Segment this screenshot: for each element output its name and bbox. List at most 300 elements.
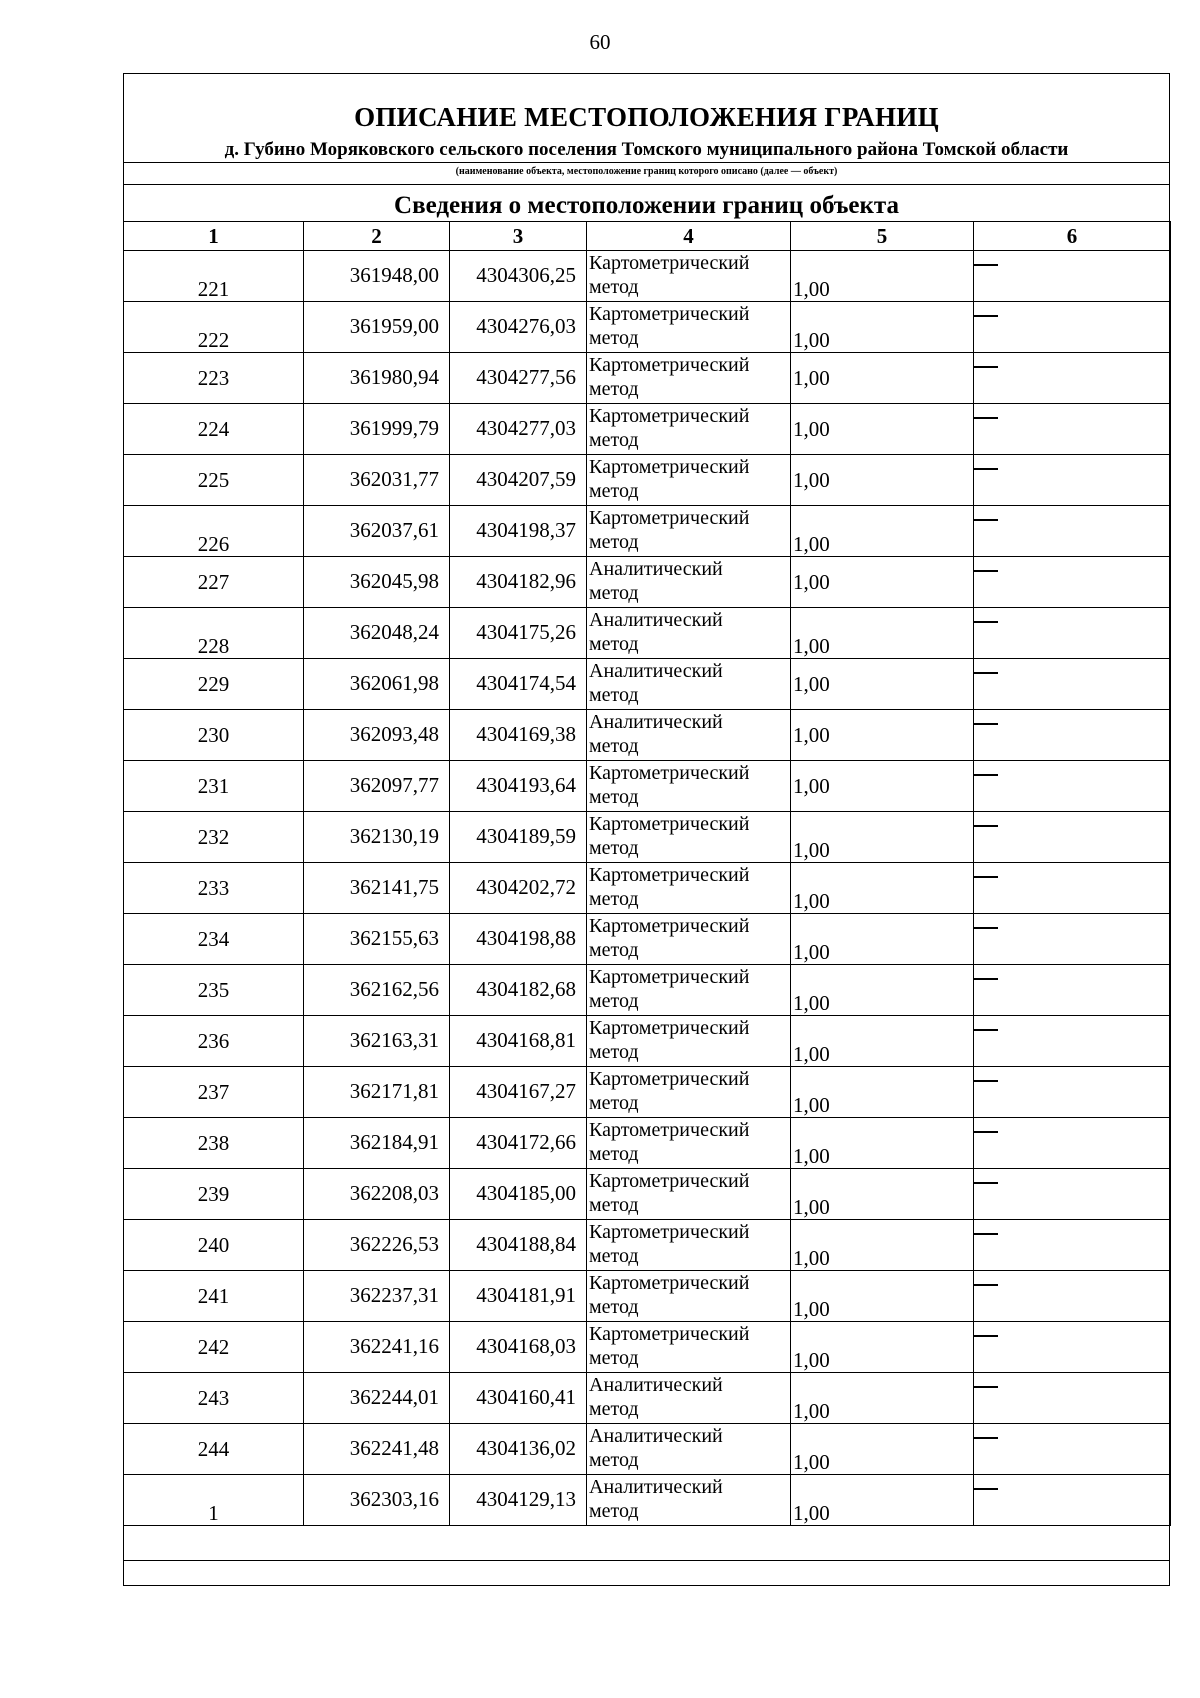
method-text [589,506,749,554]
x-cell [304,608,450,659]
x-coordinate: 361980,94 [349,365,439,389]
x-cell [304,302,450,353]
y-cell [450,1424,587,1475]
accuracy-value: 1,00 [793,1399,830,1423]
x-coordinate: 362163,31 [349,1028,439,1052]
method-line: Картометрический [589,1068,750,1090]
y-coordinate: 4304277,03 [476,416,576,440]
method-cell [587,506,791,557]
empty-dash [974,1437,998,1439]
method-text [589,404,749,452]
method-line: метод [589,633,639,655]
table-bottom-line [124,1560,1169,1561]
table-row [124,1271,1171,1322]
method-line: Картометрический [589,1272,750,1294]
x-cell [304,251,450,302]
accuracy-value: 1,00 [793,1144,830,1168]
method-text [589,302,749,350]
table-row [124,659,1171,710]
method-line: Картометрический [589,864,750,886]
x-coordinate: 362244,01 [349,1385,439,1409]
point-number: 241 [197,1284,230,1308]
table-row [124,1169,1171,1220]
x-cell [304,863,450,914]
table-row [124,302,1171,353]
method-text [589,353,749,401]
x-cell [304,404,450,455]
accuracy-cell [791,1322,974,1373]
method-line: метод [589,378,639,400]
x-cell [304,1373,450,1424]
table-row [124,608,1171,659]
table-row [124,863,1171,914]
y-coordinate: 4304189,59 [476,824,576,848]
method-line: метод [589,1194,639,1216]
y-coordinate: 4304174,54 [476,671,576,695]
method-text [589,1067,749,1115]
x-coordinate: 362048,24 [349,620,439,644]
accuracy-value: 1,00 [793,889,830,913]
empty-dash [974,468,998,470]
accuracy-cell [791,1220,974,1271]
accuracy-cell [791,1067,974,1118]
accuracy-cell [791,251,974,302]
point-number-cell [124,455,304,506]
description-cell [974,812,1171,863]
x-cell [304,965,450,1016]
y-cell [450,914,587,965]
description-cell [974,1220,1171,1271]
point-number: 239 [197,1182,230,1206]
method-line: Картометрический [589,507,750,529]
accuracy-cell [791,914,974,965]
y-coordinate: 4304160,41 [476,1385,576,1409]
y-coordinate: 4304172,66 [476,1130,576,1154]
y-coordinate: 4304175,26 [476,620,576,644]
method-text [589,863,749,911]
table-row [124,1322,1171,1373]
accuracy-cell [791,455,974,506]
point-number: 231 [197,774,230,798]
method-cell [587,965,791,1016]
x-coordinate: 362141,75 [349,875,439,899]
point-number: 232 [197,825,230,849]
point-number: 224 [197,417,230,441]
empty-dash [974,1080,998,1082]
empty-dash [974,774,998,776]
method-cell [587,1424,791,1475]
accuracy-value: 1,00 [793,570,830,594]
x-cell [304,455,450,506]
method-cell [587,659,791,710]
y-cell [450,251,587,302]
method-line: Картометрический [589,1170,750,1192]
x-coordinate: 362037,61 [349,518,439,542]
empty-dash [974,1335,998,1337]
table-row [124,1373,1171,1424]
accuracy-value: 1,00 [793,1501,830,1525]
y-cell [450,710,587,761]
accuracy-value: 1,00 [793,634,830,658]
column-header: 1 [124,222,304,251]
accuracy-cell [791,557,974,608]
accuracy-cell [791,506,974,557]
y-cell [450,1016,587,1067]
accuracy-cell [791,1118,974,1169]
table-row [124,506,1171,557]
y-coordinate: 4304202,72 [476,875,576,899]
method-line: метод [589,1143,639,1165]
empty-dash [974,417,998,419]
y-cell [450,812,587,863]
method-text [589,812,749,860]
method-line: Картометрический [589,354,750,376]
column-header: 5 [791,222,974,251]
y-coordinate: 4304168,03 [476,1334,576,1358]
empty-dash [974,978,998,980]
page-number: 60 [589,30,611,54]
y-cell [450,863,587,914]
description-cell [974,1169,1171,1220]
point-number-cell [124,1322,304,1373]
point-number-cell [124,608,304,659]
method-text [589,761,749,809]
point-number: 1 [208,1501,219,1525]
x-cell [304,1475,450,1526]
x-cell [304,914,450,965]
description-cell [974,251,1171,302]
description-cell [974,353,1171,404]
method-line: метод [589,276,639,298]
point-number-cell [124,1424,304,1475]
y-coordinate: 4304277,56 [476,365,576,389]
method-line: метод [589,888,639,910]
accuracy-cell [791,1424,974,1475]
table-row [124,1220,1171,1271]
empty-dash [974,1284,998,1286]
method-text [589,659,723,707]
document-title: ОПИСАНИЕ МЕСТОПОЛОЖЕНИЯ ГРАНИЦ [354,102,939,132]
method-line: Аналитический [589,558,723,580]
method-line: метод [589,990,639,1012]
y-cell [450,557,587,608]
empty-dash [974,315,998,317]
method-text [589,1271,749,1319]
y-coordinate: 4304182,68 [476,977,576,1001]
method-cell [587,251,791,302]
y-cell [450,1169,587,1220]
description-cell [974,1373,1171,1424]
x-coordinate: 362097,77 [349,773,439,797]
table-row [124,404,1171,455]
method-cell [587,455,791,506]
point-number: 222 [197,328,230,352]
point-number-cell [124,1373,304,1424]
point-number: 234 [197,927,230,951]
method-text [589,1322,749,1370]
point-number-cell [124,863,304,914]
accuracy-value: 1,00 [793,774,830,798]
accuracy-cell [791,302,974,353]
method-line: метод [589,1500,639,1522]
description-cell [974,1424,1171,1475]
point-number-cell [124,965,304,1016]
empty-dash [974,1386,998,1388]
method-cell [587,1271,791,1322]
object-note: (наименование объекта, местоположение границ которого описано (далее — объект) [455,166,838,177]
x-coordinate: 362237,31 [349,1283,439,1307]
empty-dash [974,825,998,827]
y-coordinate: 4304129,13 [476,1487,576,1511]
point-number-cell [124,659,304,710]
point-number: 229 [197,672,230,696]
point-number-cell [124,302,304,353]
accuracy-value: 1,00 [793,1246,830,1270]
accuracy-value: 1,00 [793,723,830,747]
x-cell [304,1271,450,1322]
description-cell [974,710,1171,761]
y-cell [450,1322,587,1373]
empty-dash [974,1182,998,1184]
y-coordinate: 4304276,03 [476,314,576,338]
x-cell [304,353,450,404]
x-coordinate: 362241,16 [349,1334,439,1358]
method-line: Картометрический [589,1119,750,1141]
y-cell [450,302,587,353]
point-number: 240 [197,1233,230,1257]
x-coordinate: 361999,79 [349,416,439,440]
method-line: метод [589,1245,639,1267]
method-text [589,1373,723,1421]
method-cell [587,710,791,761]
description-cell [974,965,1171,1016]
y-cell [450,965,587,1016]
method-cell [587,302,791,353]
x-coordinate: 362171,81 [349,1079,439,1103]
y-coordinate: 4304185,00 [476,1181,576,1205]
method-text [589,914,749,962]
method-line: Картометрический [589,1221,750,1243]
method-text [589,1220,749,1268]
method-line: Картометрический [589,252,750,274]
method-line: метод [589,327,639,349]
x-coordinate: 362130,19 [349,824,439,848]
description-cell [974,914,1171,965]
accuracy-cell [791,1169,974,1220]
column-header: 6 [974,222,1171,251]
point-number-cell [124,1220,304,1271]
method-line: метод [589,1449,639,1471]
point-number-cell [124,914,304,965]
divider [124,162,1169,163]
method-cell [587,914,791,965]
x-coordinate: 362208,03 [349,1181,439,1205]
table-row [124,455,1171,506]
method-line: метод [589,939,639,961]
empty-dash [974,876,998,878]
description-cell [974,1067,1171,1118]
method-line: метод [589,1296,639,1318]
accuracy-value: 1,00 [793,991,830,1015]
method-line: Картометрический [589,813,750,835]
method-line: метод [589,1041,639,1063]
y-cell [450,1118,587,1169]
accuracy-value: 1,00 [793,328,830,352]
x-coordinate: 362184,91 [349,1130,439,1154]
description-cell [974,1322,1171,1373]
table-row [124,251,1171,302]
point-number-cell [124,1271,304,1322]
method-line: Картометрический [589,1017,750,1039]
empty-dash [974,366,998,368]
point-number-cell [124,506,304,557]
y-cell [450,761,587,812]
column-header: 2 [304,222,450,251]
y-coordinate: 4304182,96 [476,569,576,593]
point-number-cell [124,404,304,455]
y-cell [450,659,587,710]
x-cell [304,1118,450,1169]
method-line: метод [589,582,639,604]
method-text [589,1016,749,1064]
method-line: Картометрический [589,303,750,325]
accuracy-value: 1,00 [793,366,830,390]
method-line: Аналитический [589,660,723,682]
table-row [124,1067,1171,1118]
description-cell [974,1475,1171,1526]
table-row [124,1016,1171,1067]
empty-dash [974,1131,998,1133]
point-number-cell [124,812,304,863]
table-row [124,761,1171,812]
point-number: 228 [197,634,230,658]
accuracy-cell [791,659,974,710]
x-coordinate: 362045,98 [349,569,439,593]
method-cell [587,1373,791,1424]
method-text [589,557,723,605]
method-line: метод [589,786,639,808]
point-number: 235 [197,978,230,1002]
x-coordinate: 361959,00 [349,314,439,338]
accuracy-value: 1,00 [793,468,830,492]
accuracy-value: 1,00 [793,417,830,441]
x-cell [304,506,450,557]
point-number-cell [124,251,304,302]
method-line: Картометрический [589,966,750,988]
document-frame [123,73,1170,1586]
table-row [124,557,1171,608]
empty-dash [974,1488,998,1490]
y-coordinate: 4304167,27 [476,1079,576,1103]
table-row [124,1475,1171,1526]
y-coordinate: 4304136,02 [476,1436,576,1460]
empty-dash [974,927,998,929]
description-cell [974,863,1171,914]
empty-dash [974,672,998,674]
x-cell [304,812,450,863]
y-coordinate: 4304181,91 [476,1283,576,1307]
table-row [124,812,1171,863]
description-cell [974,302,1171,353]
description-cell [974,1118,1171,1169]
method-cell [587,1169,791,1220]
y-coordinate: 4304169,38 [476,722,576,746]
accuracy-value: 1,00 [793,1195,830,1219]
y-cell [450,1271,587,1322]
point-number: 227 [197,570,230,594]
point-number-cell [124,1016,304,1067]
table-row [124,353,1171,404]
table-row [124,965,1171,1016]
empty-dash [974,570,998,572]
method-cell [587,608,791,659]
accuracy-cell [791,1016,974,1067]
point-number: 223 [197,366,230,390]
accuracy-cell [791,710,974,761]
method-line: Картометрический [589,1323,750,1345]
empty-dash [974,621,998,623]
y-cell [450,1475,587,1526]
description-cell [974,659,1171,710]
description-cell [974,761,1171,812]
point-number: 242 [197,1335,230,1359]
method-cell [587,761,791,812]
x-coordinate: 361948,00 [349,263,439,287]
method-text [589,1169,749,1217]
method-text [589,1118,749,1166]
method-line: метод [589,429,639,451]
point-number: 225 [197,468,230,492]
method-cell [587,1067,791,1118]
point-number: 221 [197,277,230,301]
x-cell [304,1424,450,1475]
coordinates-table [123,221,1171,1526]
method-line: Картометрический [589,915,750,937]
accuracy-value: 1,00 [793,1450,830,1474]
x-cell [304,659,450,710]
accuracy-value: 1,00 [793,1042,830,1066]
x-coordinate: 362162,56 [349,977,439,1001]
accuracy-value: 1,00 [793,1297,830,1321]
y-coordinate: 4304168,81 [476,1028,576,1052]
method-cell [587,1475,791,1526]
point-number: 244 [197,1437,230,1461]
y-cell [450,506,587,557]
x-cell [304,761,450,812]
method-line: Аналитический [589,609,723,631]
accuracy-cell [791,608,974,659]
column-header: 4 [587,222,791,251]
empty-dash [974,723,998,725]
divider [124,184,1169,185]
x-cell [304,1220,450,1271]
method-line: Аналитический [589,1374,723,1396]
empty-dash [974,1029,998,1031]
accuracy-value: 1,00 [793,277,830,301]
method-line: Аналитический [589,711,723,733]
y-cell [450,404,587,455]
x-coordinate: 362226,53 [349,1232,439,1256]
y-cell [450,455,587,506]
accuracy-cell [791,1271,974,1322]
x-cell [304,557,450,608]
point-number-cell [124,1475,304,1526]
method-line: метод [589,1398,639,1420]
table-row [124,914,1171,965]
method-line: Аналитический [589,1425,723,1447]
y-coordinate: 4304193,64 [476,773,576,797]
method-line: Аналитический [589,1476,723,1498]
